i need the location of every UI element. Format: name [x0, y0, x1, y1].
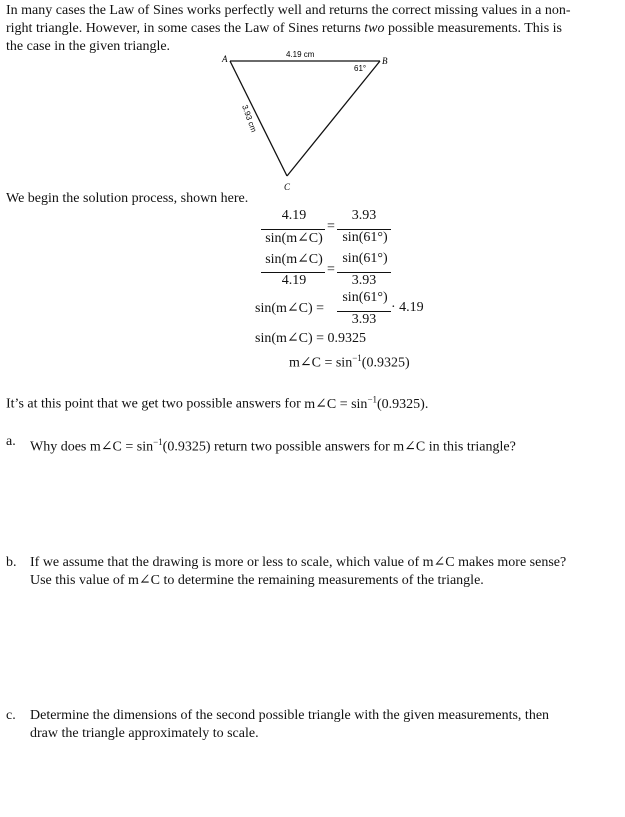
- eq2-equals: =: [327, 262, 335, 277]
- solution-intro: We begin the solution process, shown here.: [6, 191, 249, 206]
- eq5-inverse: m∠C = $\sin^{-1}(0.9325)$: [289, 353, 410, 371]
- side-ab-label: 4.19 cm: [286, 50, 315, 59]
- side-bc: [287, 61, 380, 176]
- side-ac: [230, 61, 287, 176]
- question-a-text: Why does m∠C = $\sin^{-1}(0.9325)$ return two possible answers for m∠C in this triangle?: [30, 437, 516, 455]
- intro-line-2: right triangle. However, in some cases the Law of Sines returns two possible measurements. This is: [6, 21, 562, 36]
- eq1-denominator-left: sin(m∠C): [265, 231, 323, 246]
- question-c: [6, 707, 616, 747]
- eq4-result: sin(m∠C) = 0.9325: [255, 331, 367, 346]
- eq1-numerator-left: 4.19: [281, 208, 307, 223]
- eq2-numerator-left: sin(m∠C): [265, 252, 323, 267]
- eq3-denominator: 3.93: [351, 312, 377, 327]
- angle-b-label: 61°: [354, 64, 367, 73]
- question-b: [6, 554, 616, 594]
- eq3-lhs: sin(m∠C) =: [255, 301, 325, 316]
- question-c-text: Determine the dimensions of the second possible triangle with the given measurements, then draw the triangle approximately to scale.: [30, 708, 550, 741]
- intro-line-3: the case in the given triangle.: [6, 39, 171, 54]
- question-c-letter: c.: [6, 708, 16, 723]
- vertex-a-label: A: [222, 54, 228, 64]
- question-b-text: If we assume that the drawing is more or less to scale, which value of m∠C makes more sense? Use this value of m∠C to determine the remaining measurements of the triangle.: [30, 555, 567, 588]
- intro-emphasis: two: [364, 21, 385, 36]
- question-b-letter: b.: [6, 555, 17, 570]
- question-a: [6, 433, 616, 453]
- vertex-b-label: B: [382, 56, 388, 66]
- side-ac-label: 3.93 cm: [240, 103, 259, 134]
- eq3-multiplier: · 4.19: [391, 300, 424, 315]
- conclusion-line: It’s at this point that we get two possible answers for m∠C = $\sin^{-1}(0.9325)$.: [6, 394, 429, 412]
- eq2-denominator-right: 3.93: [351, 273, 377, 288]
- vertex-c-label: C: [284, 182, 291, 192]
- intro-line-1: In many cases the Law of Sines works perfectly well and returns the correct missing values in a non-: [6, 3, 571, 18]
- eq1-denominator-right: sin(61°): [342, 230, 388, 245]
- eq3-numerator: sin(61°): [342, 290, 388, 305]
- question-a-letter: a.: [6, 434, 16, 449]
- conclusion-expr: m∠C = $\sin^{-1}(0.9325)$.: [304, 394, 429, 412]
- eq1-equals: =: [327, 219, 335, 234]
- eq1-numerator-right: 3.93: [351, 208, 377, 223]
- triangle-diagram: [220, 48, 390, 196]
- eq2-denominator-left: 4.19: [281, 273, 307, 288]
- equation-block: [255, 206, 455, 376]
- eq2-numerator-right: sin(61°): [342, 251, 388, 266]
